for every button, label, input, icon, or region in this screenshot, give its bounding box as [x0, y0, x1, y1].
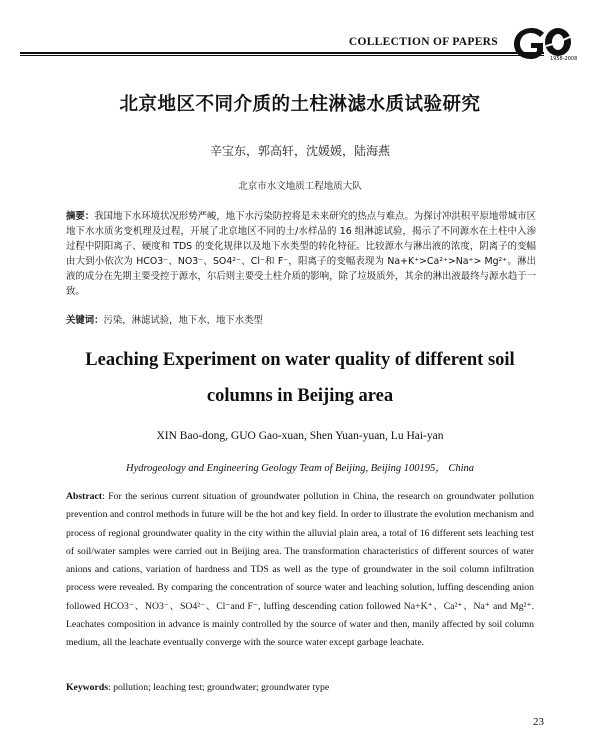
chinese-keywords-text: 污染，淋滤试验，地下水，地下水类型 [103, 315, 263, 326]
chinese-title: 北京地区不同介质的土柱淋滤水质试验研究 [119, 94, 481, 115]
english-authors: XIN Bao-dong, GUO Gao-xuan, Shen Yuan-yuan, Lu Hai-yan [156, 430, 444, 442]
page-header [20, 22, 580, 62]
english-abstract-label: Abstract [66, 491, 103, 502]
english-keywords [66, 679, 534, 697]
chinese-keywords-label: 关键词： [66, 315, 104, 326]
english-title-line-1: Leaching Experiment on water quality of different soil [85, 350, 515, 370]
chinese-affiliation: 北京市水文地质工程地质大队 [238, 181, 362, 192]
english-abstract [66, 488, 534, 653]
header-rule [20, 52, 544, 54]
page-number: 23 [533, 716, 544, 728]
english-keywords-text: : pollution; leaching test; groundwater; groundwater type [107, 682, 330, 693]
english-title-line-2: columns in Beijing area [206, 386, 394, 406]
journal-label: COLLECTION OF PAPERS [348, 36, 498, 48]
logo-year-text: 1958-2008 [550, 56, 578, 62]
english-abstract-text: : For the serious current situation of groundwater pollution in China, the research on groundwater pollution prevention and control methods in future will be the hot and key field. In order to illustrate the evolution mechanism and process of regional groundwater quality in the city within the alluvial plain area, a total of 16 different sets leaching test of soil/water samples were carried out in Beijing area. The transformation characteristics of different sources of water anions and cations, variation of hardness and TDS as well as the type of groundwater in the soil column infiltration process were revealed. By comparing the concentration of source water and leaching solution, luffing descending anion followed HCO3⁻、NO3⁻、SO4²⁻、Cl⁻and F⁻, luffing descending cation followed Na+K⁺、Ca²⁺、Na⁺ and Mg²⁺. Leachates composition in advance is mainly controlled by the source of water and then, manily affected by soil column medium, all the leachate eventually converge with the source water except garbage leachate. [66, 491, 534, 649]
chinese-abstract [66, 209, 536, 299]
anniversary-logo-icon [510, 22, 580, 62]
chinese-abstract-label: 摘要： [66, 211, 95, 222]
chinese-authors: 辛宝东，郭高轩，沈媛媛，陆海燕 [209, 144, 390, 158]
chinese-abstract-text: 我国地下水环境状况形势严峻，地下水污染防控将是未来研究的热点与难点。为探讨冲洪积平原地带城市区地下水水质劣变机理及过程，开展了北京地区不同的土/水样品的 16 组淋滤试验，揭示了不同源水在土柱中入渗过程中阴阳离子、硬度和 TDS 的变化规律以及地下水类型的转化特征。比较源水与淋出液的浓度，阴离子的变幅由大到小依次为 HCO3⁻、NO3⁻、SO4²⁻、Cl⁻和 F⁻，阳离子的变幅表现为 Na+K⁺>Ca²⁺>Na⁺> Mg²⁺。淋出液的成分在先期主要受控于源水，尔后则主要受土柱介质的影响，除了垃圾质外，其余的淋出液最终与源水趋于一致。 [66, 211, 536, 297]
header-rule-thin [20, 55, 544, 56]
english-affiliation: Hydrogeology and Engineering Geology Team of Beijing, Beijing 100195， China [125, 463, 474, 474]
english-keywords-label: Keywords [66, 682, 108, 693]
chinese-keywords [66, 313, 536, 328]
